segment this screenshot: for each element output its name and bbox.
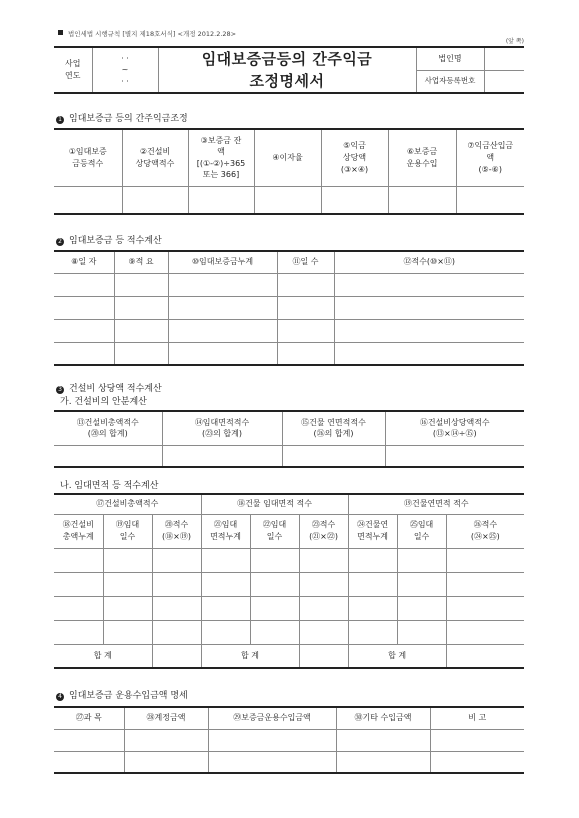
col-rental-deposit-sum: ①임대보증 금등적수 — [54, 129, 122, 186]
circle-number-icon: 2 — [56, 238, 64, 246]
col-income-equivalent: ⑤익금 상당액 (③×④) — [321, 129, 388, 186]
corp-name-field[interactable] — [484, 47, 524, 70]
table-row — [54, 596, 524, 620]
col-product: ㉖적수 (㉔×㉕) — [446, 514, 524, 548]
col-rental-days: ㉕임대 일수 — [397, 514, 446, 548]
col-interest-rate: ④이자율 — [254, 129, 321, 186]
total-row — [54, 644, 524, 668]
regulation-text: 법인세법 시행규칙 [별지 제18호서식] <개정 2012.2.28> — [68, 30, 237, 38]
total-label: 합 계 — [201, 644, 299, 668]
col-rental-area-sum: ⑭임대면적적수 (㉓의 합계) — [162, 411, 282, 445]
table-row — [54, 729, 524, 751]
title-block — [54, 46, 524, 94]
business-year-label: 사업 연도 — [54, 47, 92, 93]
s1-cell[interactable] — [54, 186, 122, 214]
circle-number-icon: 4 — [56, 693, 64, 701]
group-floor-area: ⑲건물연면적 적수 — [348, 494, 524, 514]
col-rental-days: ⑲임대 일수 — [103, 514, 152, 548]
date-end: · · — [121, 76, 129, 86]
section3a-table — [54, 410, 524, 468]
group-rental-area: ⑱건물 임대면적 적수 — [201, 494, 348, 514]
col-construction-total-sum: ⑬건설비총액적수 (⑳의 합계) — [54, 411, 162, 445]
biz-reg-label: 사업자등록번호 — [416, 70, 484, 93]
col-income-inclusion: ⑦익금산입금 액 (⑤-⑥) — [456, 129, 524, 186]
section4-table — [54, 706, 524, 774]
table-row — [54, 296, 524, 319]
total-label: 합 계 — [348, 644, 446, 668]
section3-heading — [56, 381, 162, 394]
col-product-sum: ⑫적수(⑩×⑪) — [334, 251, 524, 273]
business-year-field[interactable] — [92, 47, 158, 93]
date-separator: ~ — [121, 65, 129, 75]
col-rental-area-cumulative: ㉑임대 면적누계 — [201, 514, 250, 548]
col-product: ⑳적수 (⑱×⑲) — [152, 514, 201, 548]
col-floor-area-cumulative: ㉔건물연 면적누계 — [348, 514, 397, 548]
col-deposit-operating-income: ⑥보증금 운용수입 — [388, 129, 456, 186]
section2-heading — [56, 233, 162, 246]
s1-cell[interactable] — [122, 186, 188, 214]
section2-table — [54, 250, 524, 366]
date-start: · · — [121, 53, 129, 63]
form-header — [58, 29, 236, 38]
col-construction-cost-sum: ②건설비 상당액적수 — [122, 129, 188, 186]
col-deposit-balance: ③보증금 잔 액 [(①-②)÷365 또는 366] — [188, 129, 254, 186]
col-deposit-income: ㉙보증금운용수입금액 — [208, 707, 336, 729]
col-remarks: 비 고 — [430, 707, 524, 729]
col-construction-equivalent-sum: ⑯건설비상당액적수 (⑬×⑭÷⑮) — [385, 411, 524, 445]
s1-cell[interactable] — [456, 186, 524, 214]
subsection-b-title: 나. 임대면적 등 적수계산 — [60, 481, 159, 491]
section1-table — [54, 128, 524, 215]
table-row — [54, 751, 524, 773]
col-days: ⑪일 수 — [277, 251, 334, 273]
col-floor-area-sum: ⑮건물 연면적적수 (㉖의 합계) — [282, 411, 385, 445]
col-rental-days: ㉒임대 일수 — [250, 514, 299, 548]
s1-cell[interactable] — [321, 186, 388, 214]
col-other-income: ㉚기타 수입금액 — [336, 707, 430, 729]
square-bullet-icon — [58, 30, 63, 35]
table-row — [54, 319, 524, 342]
section1-title: 임대보증금 등의 간주익금조정 — [69, 114, 188, 124]
sheet-side-label: (앞 쪽) — [505, 38, 524, 45]
table-row — [54, 620, 524, 644]
total-label: 합 계 — [54, 644, 152, 668]
group-construction-total: ⑰건설비총액적수 — [54, 494, 201, 514]
table-row — [54, 548, 524, 572]
circle-number-icon: 3 — [56, 386, 64, 394]
table-row — [54, 342, 524, 365]
col-account-amount: ㉘계정금액 — [124, 707, 208, 729]
subsection-a-title: 가. 건설비의 안분계산 — [60, 397, 147, 407]
s1-cell[interactable] — [254, 186, 321, 214]
col-product: ㉓적수 (㉑×㉒) — [299, 514, 348, 548]
table-row — [54, 273, 524, 296]
section4-heading — [56, 688, 188, 701]
section3b-table — [54, 493, 524, 669]
circle-number-icon: 1 — [56, 116, 64, 124]
s1-cell[interactable] — [388, 186, 456, 214]
col-deposit-cumulative: ⑩임대보증금누계 — [168, 251, 277, 273]
col-construction-cumulative: ⑱건설비 총액누계 — [54, 514, 103, 548]
section4-title: 임대보증금 운용수입금액 명세 — [69, 691, 188, 701]
col-description: ⑨적 요 — [114, 251, 168, 273]
corp-name-label: 법인명 — [416, 47, 484, 70]
section3-title: 건설비 상당액 적수계산 — [69, 384, 162, 394]
section1-heading — [56, 111, 188, 124]
section2-title: 임대보증금 등 적수계산 — [69, 236, 162, 246]
s1-cell[interactable] — [188, 186, 254, 214]
biz-reg-field[interactable] — [484, 70, 524, 93]
col-date: ⑧일 자 — [54, 251, 114, 273]
form-title: 임대보증금등의 간주익금 조정명세서 — [158, 47, 416, 93]
table-row — [54, 572, 524, 596]
col-account: ㉗과 목 — [54, 707, 124, 729]
